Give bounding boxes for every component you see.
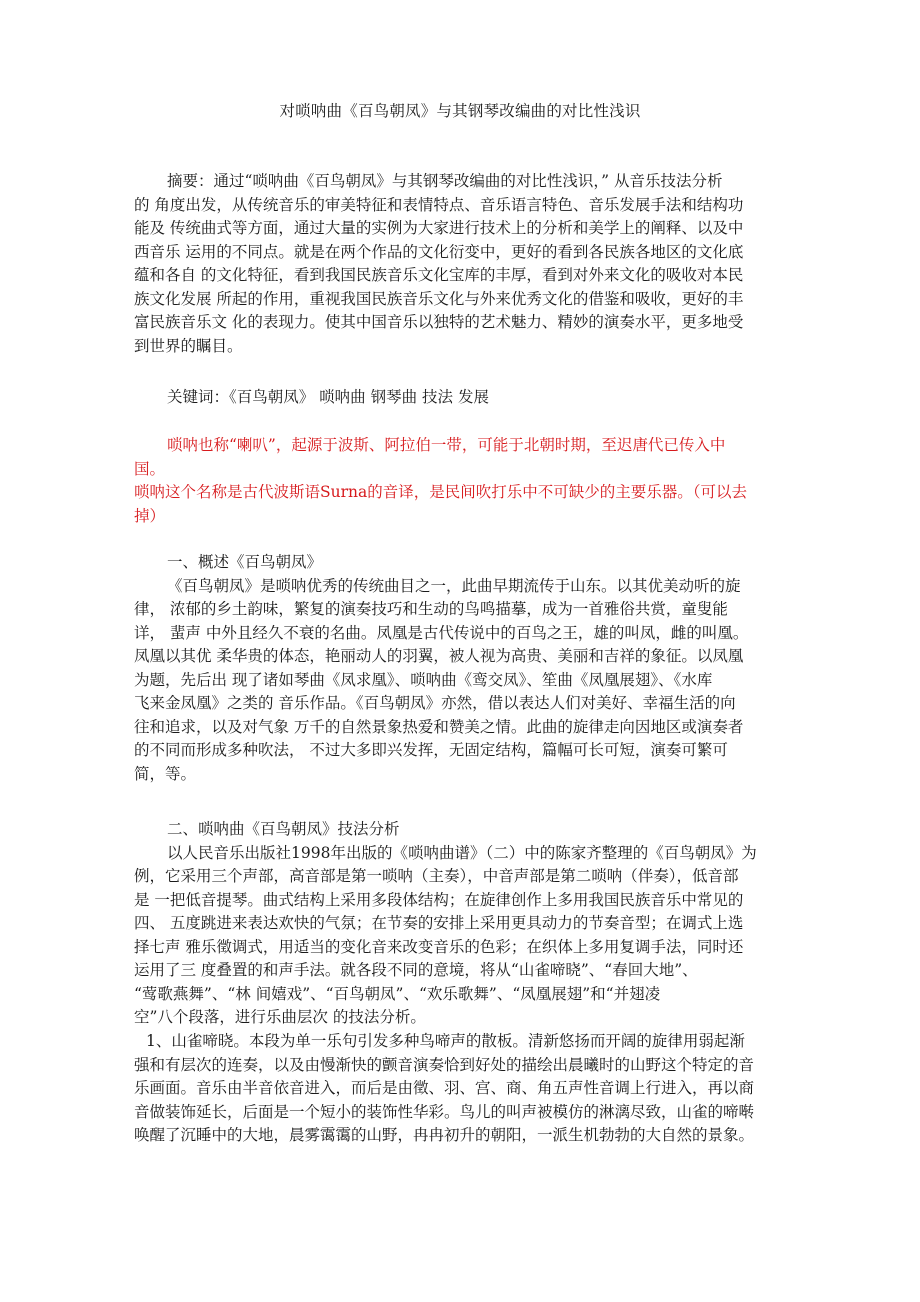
section-line: “莺歌燕舞”、“林 间嬉戏”、“百鸟朝凤”、“欢乐歌舞”、“凤凰展翅”和“并翅凌 [134, 984, 661, 1003]
abstract-line: 能及 传统曲式等方面，通过大量的实例为大家进行技术上的分析和美学上的阐释、以及中 [134, 219, 744, 237]
abstract-paragraph [134, 170, 786, 358]
section-line: 空”八个段落，进行乐曲层次 的技法分析。 [134, 1008, 426, 1026]
section-line: 例，它采用三个声部，高音部是第一唢呐（主奏），中音声部是第二唢呐（伴奏），低音部 [134, 867, 739, 885]
section-line: 以人民音乐出版社1998年出版的《唢呐曲谱》（二）中的陈家齐整理的《百鸟朝凤》为 [167, 843, 757, 862]
section-line: 凤凰以其优 柔华贵的体态，艳丽动人的羽翼，被人视为高贵、美丽和吉祥的象征。以凤凰 [134, 647, 744, 665]
red-note-line: 掉） [134, 506, 166, 525]
section-line: 简，等。 [134, 764, 197, 783]
keywords-text: 关键词：《百鸟朝凤》 唢呐曲 钢琴曲 技法 发展 [167, 388, 489, 406]
abstract-line: 族文化发展 所起的作用，重视我国民族音乐文化与外来优秀文化的借鉴和吸收，更好的丰 [134, 289, 744, 308]
subsection-line: 1、山雀啼晓。本段为单一乐句引发多种鸟啼声的散板。清新悠扬而开阔的旋律用弱起渐 [146, 1032, 745, 1050]
section-line: 运用了三 度叠置的和声手法。就各段不同的意境，将从“山雀啼晓”、“春回大地”、 [134, 961, 698, 979]
section-line: 的不同而形成多种吹法， 不过大多即兴发挥，无固定结构，篇幅可长可短，演奏可繁可 [134, 741, 728, 759]
section-heading: 一、概述《百鸟朝凤》 [167, 553, 323, 571]
subsection-dawn [134, 1030, 786, 1148]
subsection-line: 乐画面。音乐由半音依音进入，而后是由徵、羽、宫、商、角五声性音调上行进入，再以商 [134, 1079, 755, 1097]
section-line: 详， 蜚声 中外且经久不衰的名曲。凤凰是古代传说中的百鸟之王，雄的叫凤，雌的叫凰。 [134, 623, 749, 642]
abstract-line: 摘要：通过“唢呐曲《百鸟朝凤》与其钢琴改编曲的对比性浅识，” 从音乐技法分析 [167, 172, 723, 190]
section-heading: 二、唢呐曲《百鸟朝凤》技法分析 [167, 820, 400, 838]
red-note-line: 唢呐这个名称是古代波斯语Surna的音译，是民间吹打乐中不可缺少的主要乐器。（可以去 [134, 483, 747, 501]
red-note-line: 唢呐也称“喇叭”，起源于波斯、阿拉伯一带，可能于北朝时期，至迟唐代已传入中 [167, 436, 726, 454]
subsection-line: 强和有层次的连奏，以及由慢渐快的颤音演奏恰到好处的描绘出晨曦时的山野这个特定的音 [134, 1055, 755, 1074]
keywords-line [134, 386, 786, 410]
abstract-line: 蕴和各自 的文化特征，看到我国民族音乐文化宝库的丰厚，看到对外来文化的吸收对本民 [134, 266, 744, 284]
section-line: 律， 浓郁的乡土韵味，繁复的演奏技巧和生动的鸟鸣描摹，成为一首雅俗共赏，童叟能 [134, 600, 728, 618]
section-line: 为题，先后出 现了诸如琴曲《凤求凰》、唢呐曲《鸾交凤》、笙曲《凤凰展翅》、《水库 [134, 670, 713, 689]
section-line: 是 一把低音提琴。曲式结构上采用多段体结构；在旋律创作上多用我国民族音乐中常见的 [134, 890, 744, 909]
subsection-line: 唤醒了沉睡中的大地，晨雾霭霭的山野，冉冉初升的朝阳，一派生机勃勃的大自然的景象。 [134, 1126, 755, 1144]
subsection-line: 音做装饰延长，后面是一个短小的装饰性华彩。鸟儿的叫声被模仿的淋漓尽致，山雀的啼啭 [134, 1102, 755, 1121]
abstract-line: 富民族音乐文 化的表现力。使其中国音乐以独特的艺术魅力、精妙的演奏水平，更多地受 [134, 313, 744, 331]
section-line: 四、 五度跳进来表达欢快的气氛；在节奏的安排上采用更具动力的节奏音型；在调式上选 [134, 914, 744, 932]
red-note [134, 434, 786, 528]
section-overview [134, 551, 786, 786]
red-note-line: 国。 [134, 459, 166, 478]
section-line: 往和追求，以及对气象 万千的自然景象热爱和赞美之情。此曲的旋律走向因地区或演奏者 [134, 717, 744, 736]
section-technique [134, 818, 786, 1030]
abstract-line: 西音乐 运用的不同点。就是在两个作品的文化衍变中，更好的看到各民族各地区的文化底 [134, 242, 744, 261]
abstract-line: 到世界的瞩目。 [134, 336, 243, 355]
section-line: 择七声 雅乐徵调式，用适当的变化音来改变音乐的色彩；在织体上多用复调手法，同时还 [134, 937, 744, 956]
section-line: 《百鸟朝凤》是唢呐优秀的传统曲目之一，此曲早期流传于山东。以其优美动听的旋 [167, 576, 741, 595]
document-title: 对唢呐曲《百鸟朝凤》与其钢琴改编曲的对比性浅识 [279, 102, 641, 120]
section-line: 飞来金凤凰》之类的 音乐作品。《百鸟朝凤》亦然，借以表达人们对美好、幸福生活的向 [134, 694, 736, 712]
abstract-line: 的 角度出发，从传统音乐的审美特征和表情特点、音乐语言特色、音乐发展手法和结构功 [134, 195, 744, 214]
